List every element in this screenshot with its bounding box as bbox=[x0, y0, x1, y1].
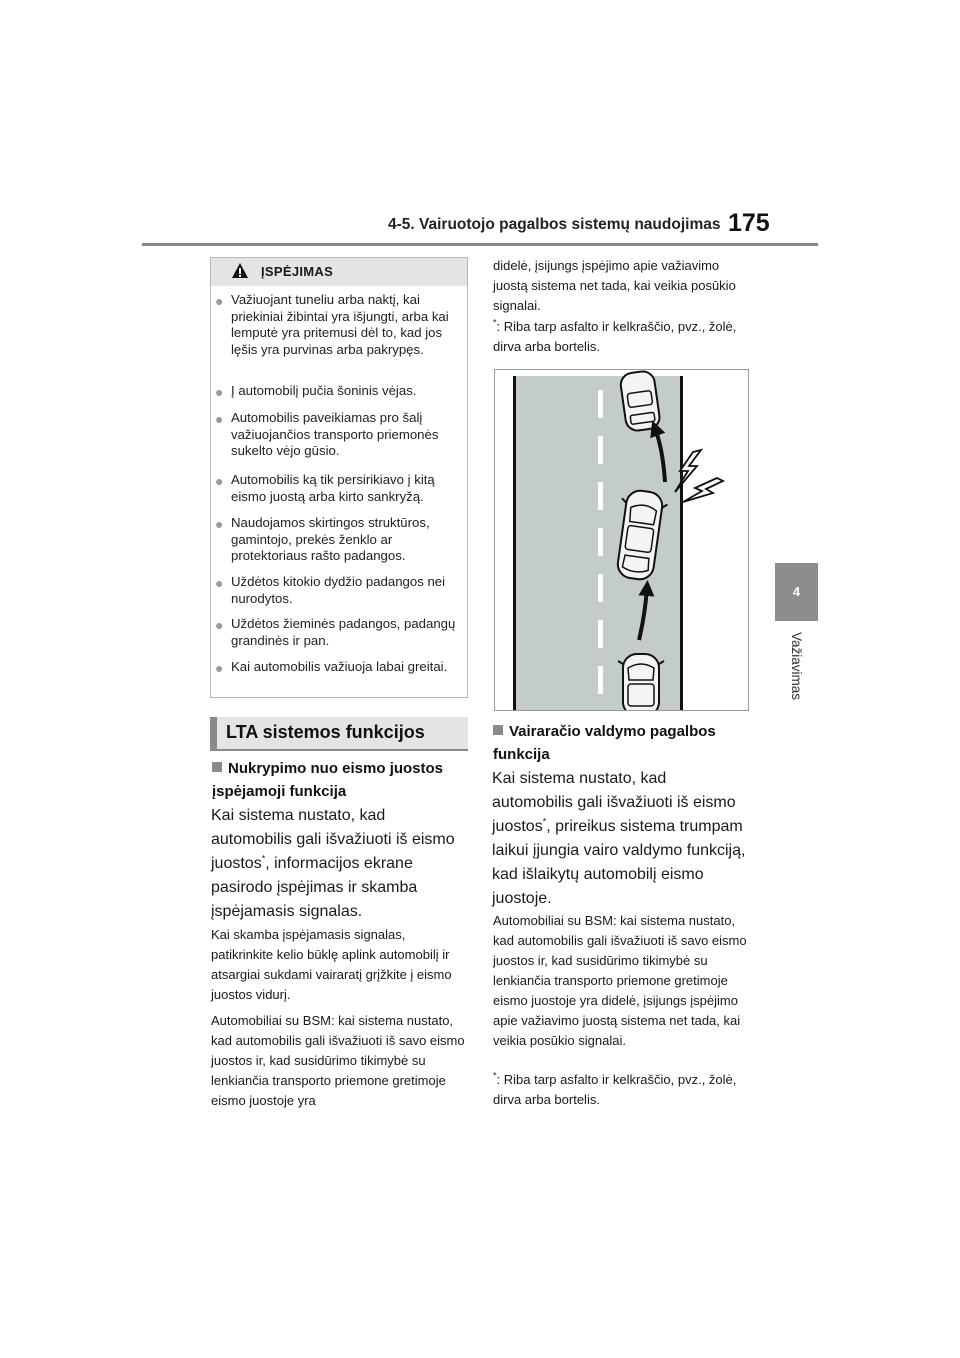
warning-item: ● Į automobilį pučia šoninis vėjas. bbox=[215, 383, 417, 400]
warning-header bbox=[211, 258, 467, 286]
bullet-icon: ● bbox=[215, 293, 224, 309]
subheading-steering-assist: Vairaračio valdymo pagalbos funkcija bbox=[493, 723, 716, 763]
bullet-icon: ● bbox=[215, 617, 224, 633]
lane-diagram-illustration bbox=[495, 370, 748, 710]
warning-box bbox=[210, 257, 468, 698]
footnote-mark: * bbox=[261, 853, 266, 864]
bullet-icon: ● bbox=[215, 384, 224, 400]
section-heading bbox=[210, 717, 468, 750]
square-bullet-icon bbox=[493, 725, 503, 735]
section-title: LTA sistemos funkcijos bbox=[226, 722, 425, 742]
warning-item: ● Uždėtos žieminės padangos, padangų grandinės ir pan. bbox=[215, 616, 456, 648]
chapter-label-container bbox=[772, 632, 820, 712]
section-heading-bar bbox=[210, 717, 217, 750]
bullet-icon: ● bbox=[215, 516, 224, 532]
bullet-icon: ● bbox=[215, 575, 224, 591]
paragraph: Kai sistema nustato, kad automobilis gali išvažiuoti iš eismo juostos*, prireikus sistema trumpam laikui įjungia vairo valdymo funkciją, kad išlaikytų automobilį eismo juostoje. bbox=[492, 770, 746, 907]
warning-triangle-icon bbox=[231, 262, 249, 279]
car-top-icon bbox=[619, 370, 661, 432]
road-edge-left bbox=[513, 376, 516, 710]
lane-diagram bbox=[494, 369, 749, 711]
warning-item: ● Uždėtos kitokio dydžio padangos nei nurodytos. bbox=[215, 574, 446, 606]
paragraph-continuation: didelė, įsijungs įspėjimo apie važiavimo juostą sistema net tada, kai veikia posūkio signalai. bbox=[493, 258, 736, 313]
chapter-label: Važiavimas bbox=[789, 632, 804, 701]
paragraph: Kai skamba įspėjamasis signalas, patikrinkite kelio būklę aplink automobilį ir atsargiai sukdami vairaratį grįžkite į eismo juostos vidurį. bbox=[211, 927, 452, 1002]
subheading-lane-departure: Nukrypimo nuo eismo juostos įspėjamoji funkcija bbox=[212, 760, 444, 800]
car-bottom-icon bbox=[618, 654, 664, 710]
paragraph: Automobiliai su BSM: kai sistema nustato, kad automobilis gali išvažiuoti iš savo eismo juostos ir, kad susidūrimo tikimybė su lenkiančia transporto priemone gretimoje eismo juostoje yra bbox=[211, 1013, 465, 1108]
square-bullet-icon bbox=[212, 762, 222, 772]
page-number: 175 bbox=[728, 209, 770, 237]
road-edge-right bbox=[680, 376, 683, 710]
warning-item: ● Automobilis ką tik persirikiavo į kitą eismo juostą arba kirto sankryžą. bbox=[215, 472, 435, 504]
warning-title: ĮSPĖJIMAS bbox=[261, 264, 334, 279]
footnote: *: Riba tarp asfalto ir kelkraščio, pvz., žolė, dirva arba bortelis. bbox=[493, 317, 737, 354]
footnote-mark: * bbox=[542, 816, 547, 827]
warning-item: ● Kai automobilis važiuoja labai greitai. bbox=[215, 659, 448, 676]
bullet-icon: ● bbox=[215, 473, 224, 489]
bullet-icon: ● bbox=[215, 411, 224, 427]
section-underline bbox=[210, 749, 468, 751]
paragraph: Kai sistema nustato, kad automobilis gali išvažiuoti iš eismo juostos*, informacijos ekrane pasirodo įspėjimas ir skamba įspėjamasis signalas. bbox=[211, 807, 455, 920]
paragraph: Automobiliai su BSM: kai sistema nustato, kad automobilis gali išvažiuoti iš savo eismo juostos ir, kad susidūrimo tikimybė su lenkiančia transporto priemone gretimoje eismo juostoje yra didelė, įsijungs įspėjimo apie važiavimo juostą sistema net tada, kai veikia posūkio signalai. bbox=[493, 913, 747, 1048]
warning-item: ● Automobilis paveikiamas pro šalį važiuojančios transporto priemonės sukelto vėjo gūsio. bbox=[215, 410, 439, 459]
chapter-tab: 4 bbox=[775, 563, 818, 621]
bullet-icon: ● bbox=[215, 660, 224, 676]
running-header: 4-5. Vairuotojo pagalbos sistemų naudojimas bbox=[388, 216, 721, 233]
header-rule bbox=[142, 243, 818, 246]
warning-item: ● Važiuojant tuneliu arba naktį, kai priekiniai žibintai yra išjungti, arba kai lemputė yra pritemusi dėl to, kad jos lęšis yra purvinas arba pakrypęs. bbox=[215, 292, 449, 357]
warning-item: ● Naudojamos skirtingos struktūros, gamintojo, prekės ženklo ar protektoriaus rašto padangos. bbox=[215, 515, 430, 564]
footnote: *: Riba tarp asfalto ir kelkraščio, pvz., žolė, dirva arba bortelis. bbox=[493, 1070, 737, 1107]
